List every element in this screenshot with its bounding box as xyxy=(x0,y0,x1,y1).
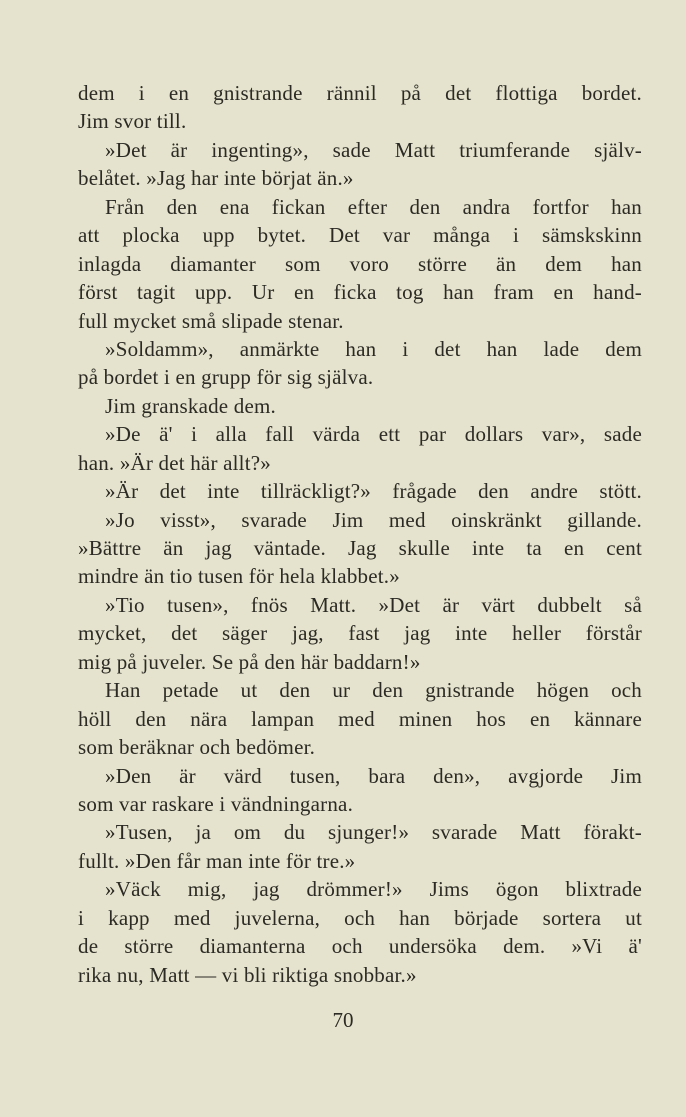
text-line: att plocka upp bytet. Det var många i sämskskinn xyxy=(78,223,642,248)
text-line: »De ä' i alla fall värda ett par dollars var», sade xyxy=(105,422,642,447)
text-line: höll den nära lampan med minen hos en kännare xyxy=(78,706,642,731)
text-line: rika nu, Matt — vi bli riktiga snobbar.» xyxy=(78,962,417,987)
text-line: »Tio tusen», fnös Matt. »Det är värt dubbelt så xyxy=(105,592,642,617)
text-line: »Bättre än jag väntade. Jag skulle inte ta en cent xyxy=(78,536,642,560)
body-text xyxy=(78,79,642,989)
text-line: inlagda diamanter som voro större än dem han xyxy=(78,251,642,276)
text-line: fullt. »Den får man inte för tre.» xyxy=(78,848,356,873)
text-line: mycket, det säger jag, fast jag inte heller förstår xyxy=(78,621,642,646)
text-line: »Den är värd tusen, bara den», avgjorde Jim xyxy=(105,763,642,788)
text-line: »Är det inte tillräckligt?» frågade den andre stött. xyxy=(105,479,642,504)
text-line: han. »Är det här allt?» xyxy=(78,450,271,475)
text-line: Han petade ut den ur den gnistrande högen och xyxy=(105,678,642,703)
text-line: »Väck mig, jag drömmer!» Jims ögon blixtrade xyxy=(105,877,642,902)
text-line: i kapp med juvelerna, och han började sortera ut xyxy=(78,905,642,930)
text-line: »Jo visst», svarade Jim med oinskränkt gillande. xyxy=(105,507,642,532)
page-number: 70 xyxy=(332,1008,354,1032)
text-line: som beräknar och bedömer. xyxy=(78,735,316,760)
text-line: mig på juveler. Se på den här baddarn!» xyxy=(78,649,421,674)
text-line: de större diamanterna och undersöka dem. »Vi ä' xyxy=(78,934,642,959)
text-line: som var raskare i vändningarna. xyxy=(78,791,354,816)
text-line: Från den ena fickan efter den andra fortfor han xyxy=(105,194,642,219)
text-line: full mycket små slipade stenar. xyxy=(78,308,344,333)
text-line: Jim granskade dem. xyxy=(105,393,276,418)
text-line: Jim svor till. xyxy=(78,109,187,134)
text-line: dem i en gnistrande rännil på det flottiga bordet. xyxy=(78,81,642,105)
text-line: belåtet. »Jag har inte börjat än.» xyxy=(78,166,354,191)
text-line: »Tusen, ja om du sjunger!» svarade Matt förakt- xyxy=(105,820,642,845)
text-line: mindre än tio tusen för hela klabbet.» xyxy=(78,564,400,589)
text-line: först tagit upp. Ur en ficka tog han fram en hand- xyxy=(78,280,642,305)
text-line: »Det är ingenting», sade Matt triumferande själv- xyxy=(105,137,642,162)
text-line: på bordet i en grupp för sig själva. xyxy=(78,365,374,390)
text-line: »Soldamm», anmärkte han i det han lade dem xyxy=(105,336,642,361)
